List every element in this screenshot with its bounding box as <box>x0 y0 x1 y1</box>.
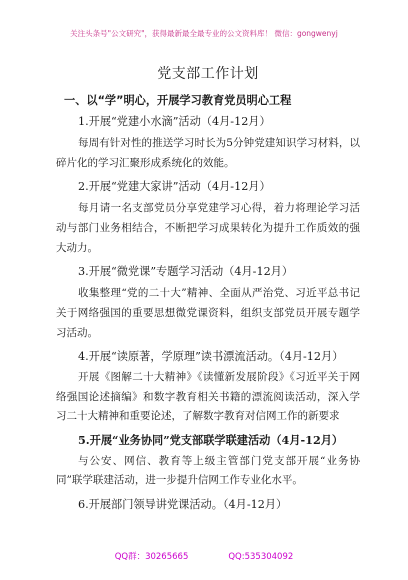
item-heading-4: 4.开展“读原著，学原理”读书漂流活动。（4月-12月） <box>78 350 344 363</box>
item-body-3: 收集整理“党的二十大”精神、全面从严治党、习近平总书记关于网络强国的重要思想微党课资料，组织支部党员开展专题学习活动。 <box>56 287 360 339</box>
item-body-1: 每周有针对性的推送学习时长为5分钟党建知识学习材料，以碎片化的学习汇聚形成系统化的效能。 <box>56 137 360 169</box>
header-note: 关注头条号"公文研究"，获得最新最全最专业的公文资料库！ 微信：gongwenyj <box>70 29 338 38</box>
footer-qq-group: QQ群：30265665 <box>114 552 189 562</box>
footer-qq: QQ:535304092 <box>228 552 294 562</box>
item-body-4: 开展《图解二十大精神》《读懂新发展阶段》《习近平关于网络强国论述摘编》和数字教育相关书籍的漂流阅读活动，深入学习二十大精神和重要论述，了解数字教育对信网工作的新要求 <box>56 371 360 422</box>
section-heading-1: 一、以“学”明心，开展学习教育党员明心工程 <box>64 94 292 107</box>
item-body-2: 每月请一名支部党员分享党建学习心得，着力将理论学习活动与部门业务相结合，不断把学习成果转化为提升工作质效的强大动力。 <box>56 202 360 254</box>
item-body-5: 与公安、网信、教育等上级主管部门党支部开展“业务协同”联学联建活动，进一步提升信网工作专业化水平。 <box>56 454 360 486</box>
footer-contacts <box>0 550 408 562</box>
item-heading-6: 6.开展部门领导讲党课活动。（4月-12月） <box>78 497 288 511</box>
item-heading-5: 5.开展“业务协同”党支部联学联建活动（4月-12月） <box>78 432 344 447</box>
item-heading-3: 3.开展“微党课”专题学习活动（4月-12月） <box>78 265 294 278</box>
item-heading-1: 1.开展“党建小水滴”活动（4月-12月） <box>78 115 271 128</box>
document-title: 党支部工作计划 <box>157 66 259 82</box>
item-heading-2: 2.开展“党建大家讲”活动（4月-12月） <box>78 180 271 193</box>
document-body <box>56 64 360 516</box>
